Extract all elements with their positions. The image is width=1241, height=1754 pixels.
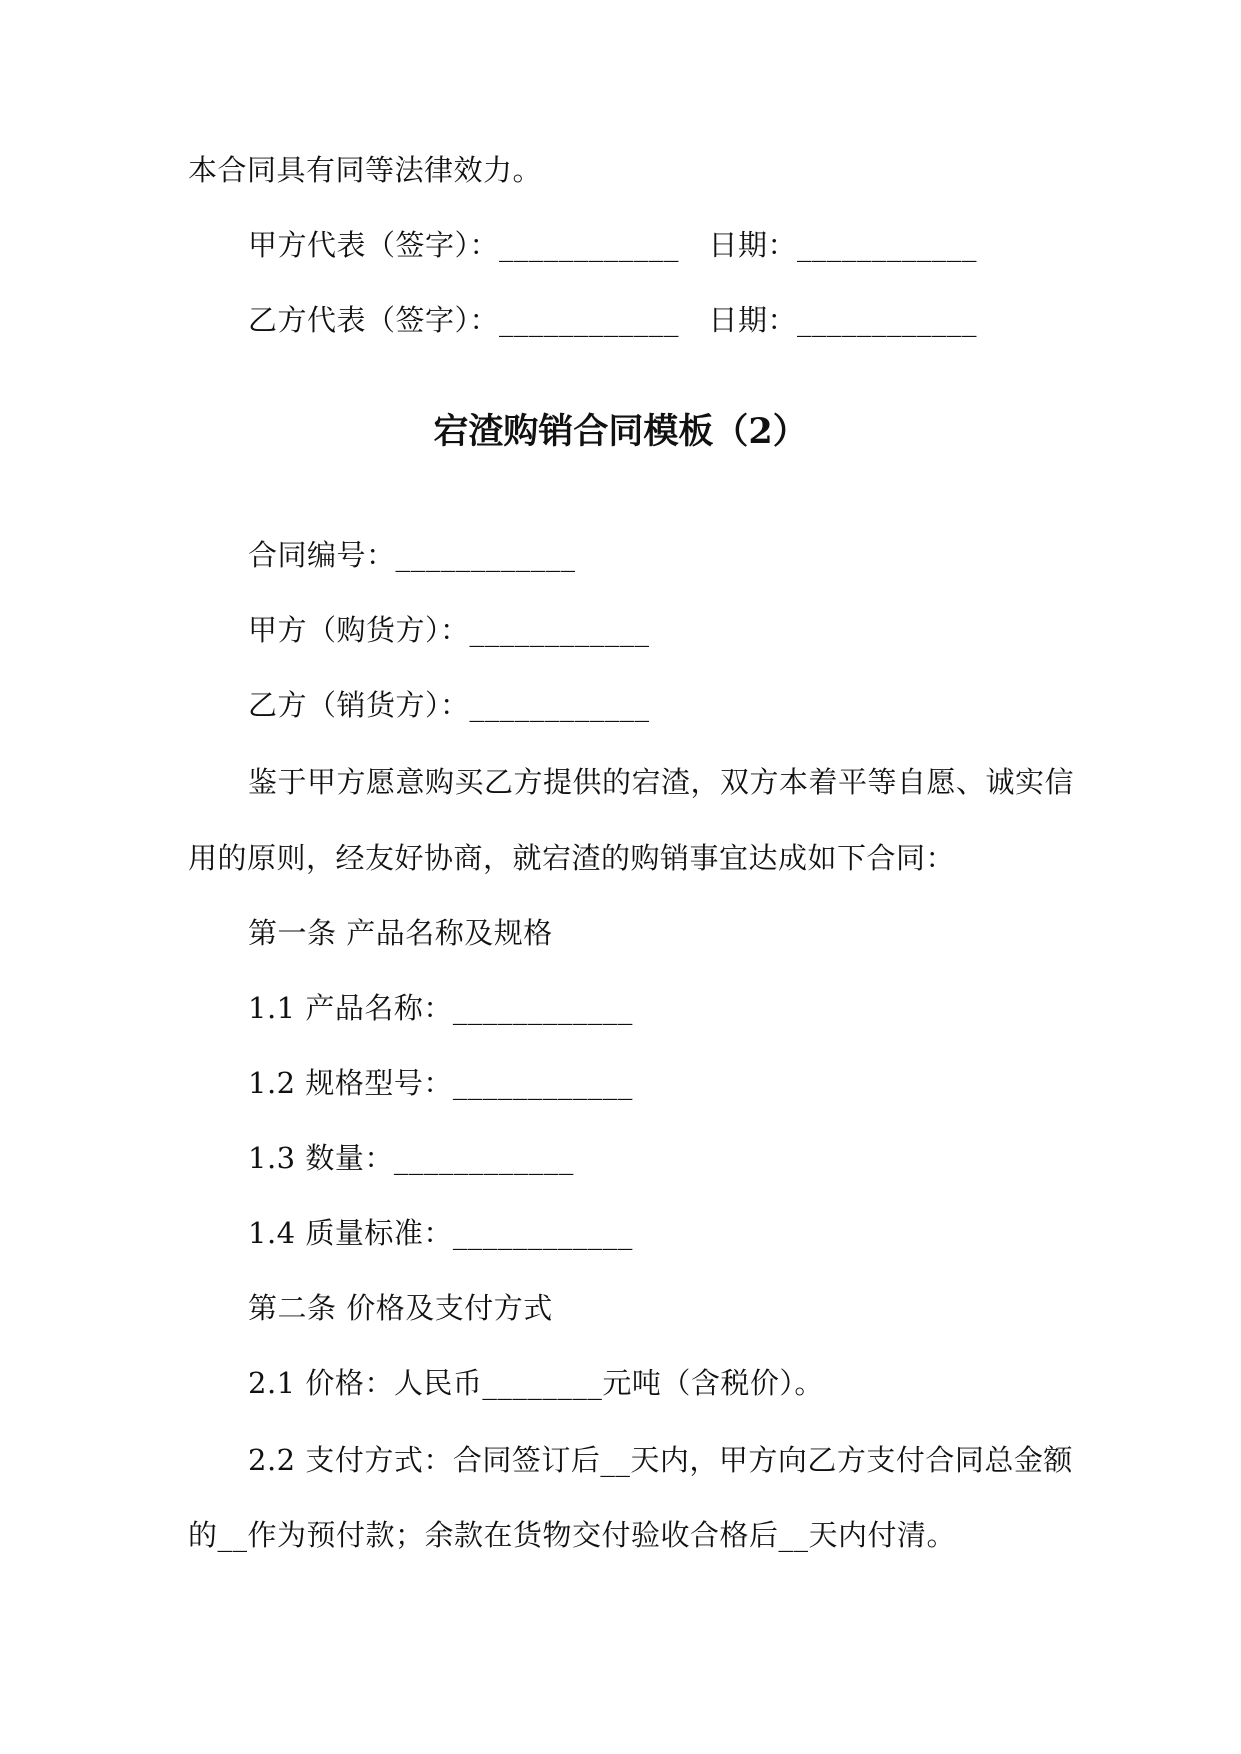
article-1-item-1: 1.1 产品名称：____________	[248, 991, 633, 1025]
party-a-signature-line: 甲方代表（签字）：____________ 日期：____________	[248, 228, 978, 262]
article-1-item-4: 1.4 质量标准：____________	[248, 1216, 633, 1250]
article-1-item-2: 1.2 规格型号：____________	[248, 1066, 633, 1100]
party-b-field: 乙方（销货方）：____________	[248, 688, 650, 722]
party-a-field: 甲方（购货方）：____________	[248, 613, 650, 647]
article-2-heading: 第二条 价格及支付方式	[248, 1291, 553, 1325]
article-2-item-2-line-1: 2.2 支付方式：合同签订后__天内，甲方向乙方支付合同总金额	[248, 1443, 1073, 1477]
contract-number-field: 合同编号：____________	[248, 538, 576, 572]
article-1-heading: 第一条 产品名称及规格	[248, 916, 553, 950]
continuation-text: 本合同具有同等法律效力。	[188, 153, 543, 187]
preamble-line-1: 鉴于甲方愿意购买乙方提供的宕渣，双方本着平等自愿、诚实信	[248, 765, 1075, 799]
article-1-item-3: 1.3 数量：____________	[248, 1141, 574, 1175]
document-title: 宕渣购销合同模板（2）	[433, 411, 808, 452]
preamble-line-2: 用的原则，经友好协商，就宕渣的购销事宜达成如下合同：	[188, 841, 956, 875]
article-2-item-1: 2.1 价格：人民币________元吨（含税价）。	[248, 1366, 824, 1400]
article-2-item-2-line-2: 的__作为预付款；余款在货物交付验收合格后__天内付清。	[188, 1518, 957, 1552]
party-b-signature-line: 乙方代表（签字）：____________ 日期：____________	[248, 303, 978, 337]
